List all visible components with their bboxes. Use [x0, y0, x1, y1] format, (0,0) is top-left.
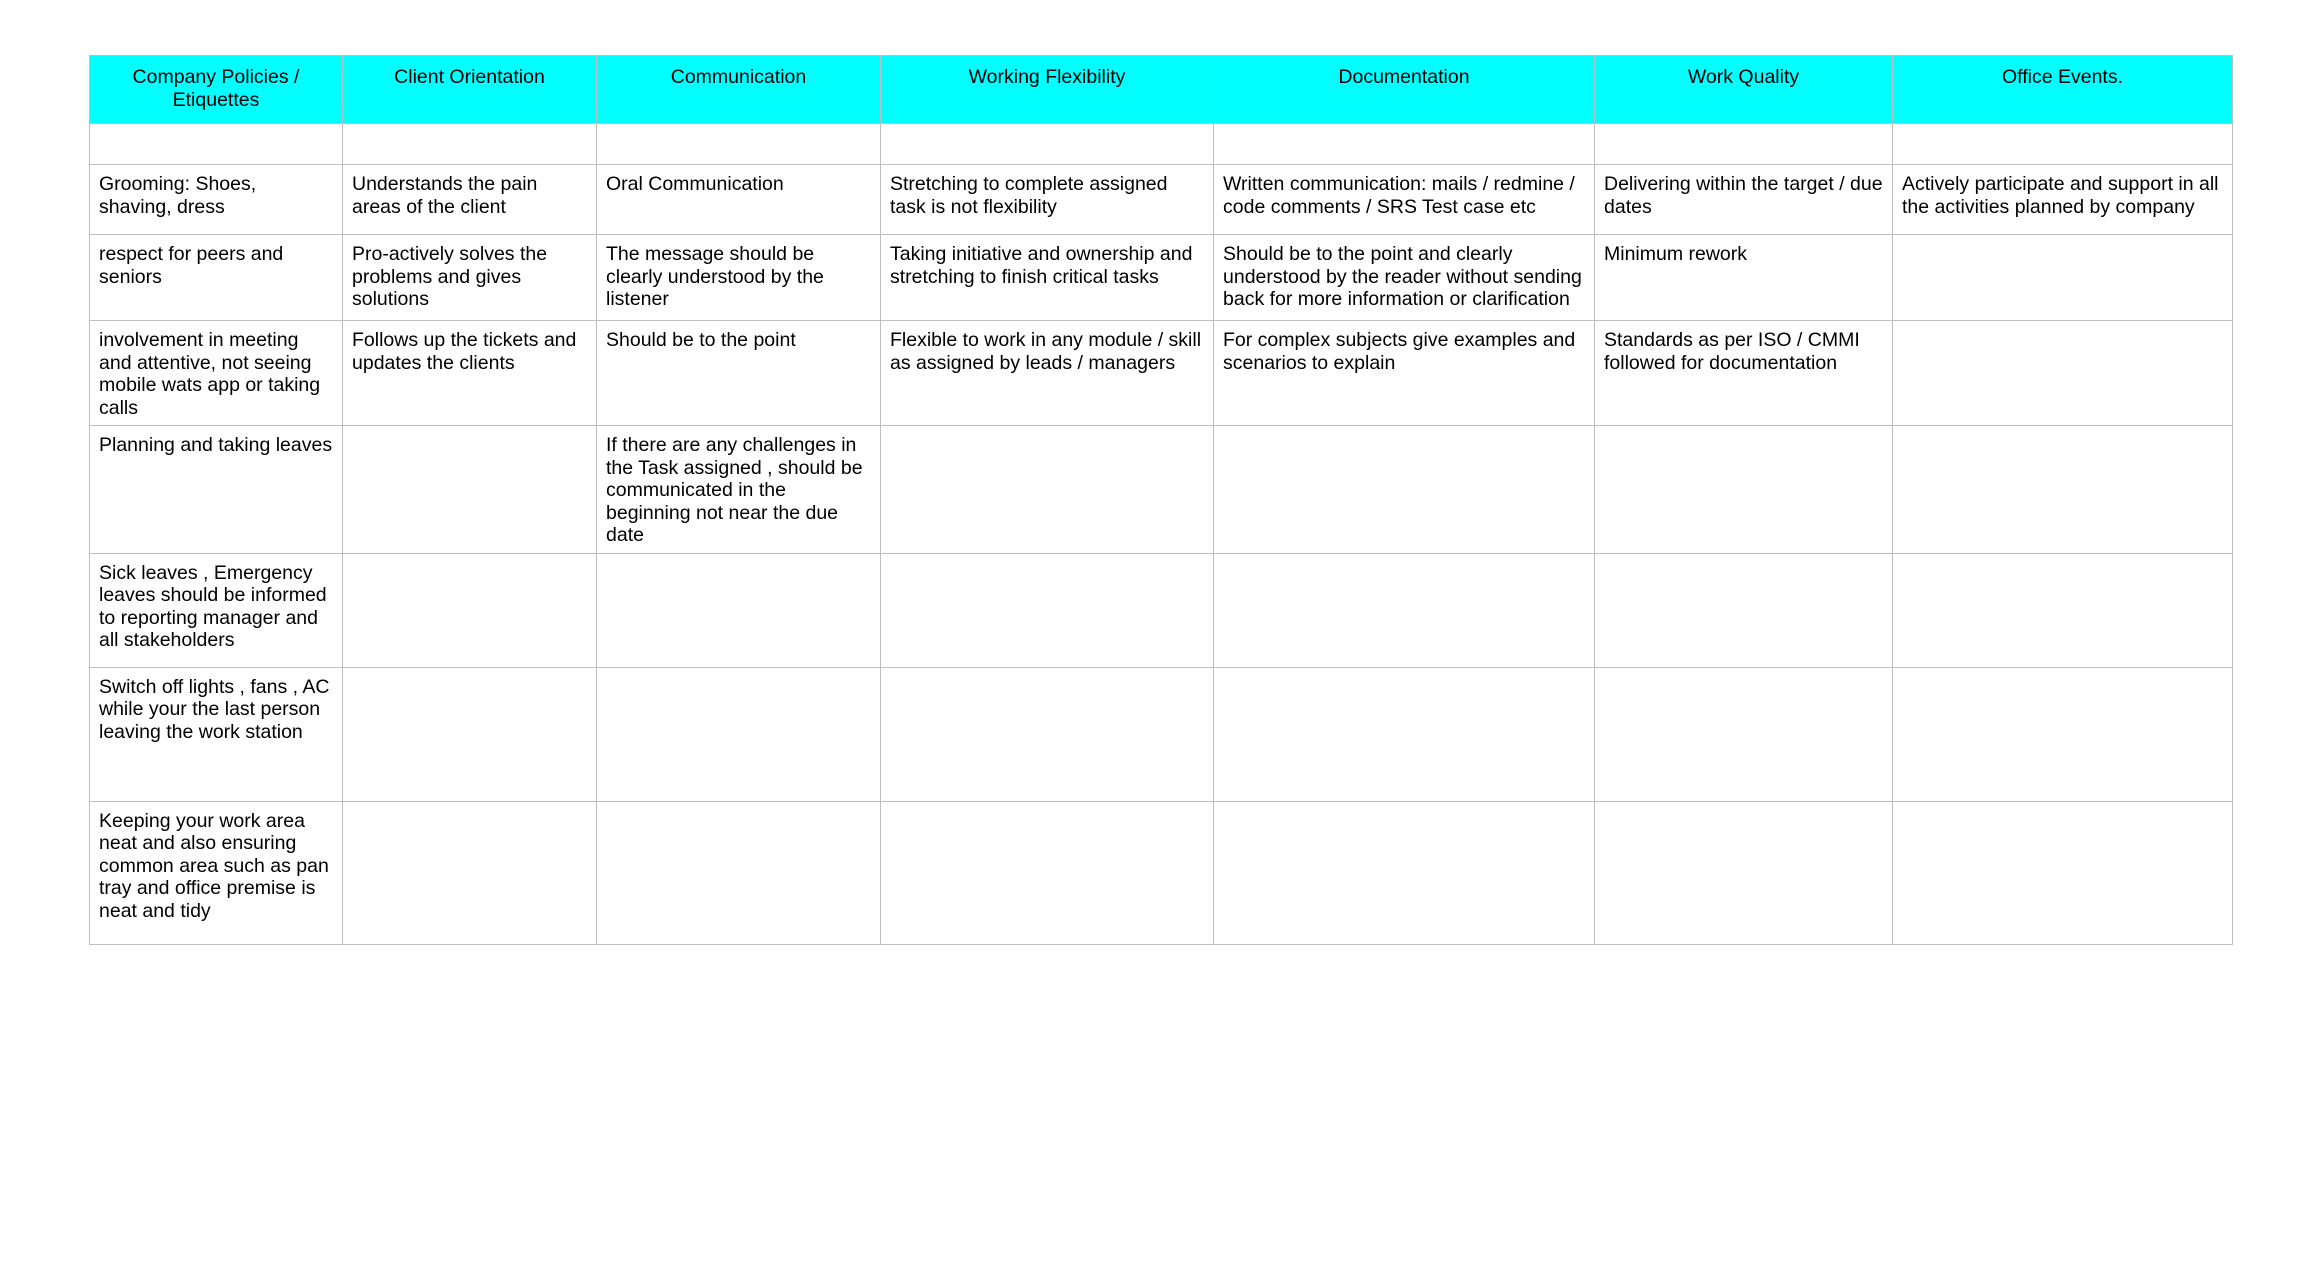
table-cell: Written communication: mails / redmine / code comments / SRS Test case etc: [1214, 165, 1595, 235]
table-cell: Taking initiative and ownership and stretching to finish critical tasks: [881, 235, 1214, 321]
table-cell: Stretching to complete assigned task is not flexibility: [881, 165, 1214, 235]
header-client-orientation: Client Orientation: [343, 56, 597, 124]
table-cell: [1893, 553, 2233, 667]
table-cell: [1893, 667, 2233, 801]
table-cell: [1595, 124, 1893, 165]
table-cell: respect for peers and seniors: [90, 235, 343, 321]
table-cell: Switch off lights , fans , AC while your the last person leaving the work station: [90, 667, 343, 801]
table-row: [90, 124, 2233, 165]
table-cell: The message should be clearly understood by the listener: [597, 235, 881, 321]
table-cell: [343, 124, 597, 165]
table-cell: Understands the pain areas of the client: [343, 165, 597, 235]
table-cell: Delivering within the target / due dates: [1595, 165, 1893, 235]
header-row: [90, 56, 2233, 124]
header-working-flexibility: Working Flexibility: [881, 56, 1214, 124]
table-cell: [1893, 124, 2233, 165]
table-cell: [881, 124, 1214, 165]
table-cell: [1214, 553, 1595, 667]
table-cell: Flexible to work in any module / skill as assigned by leads / managers: [881, 321, 1214, 426]
header-work-quality: Work Quality: [1595, 56, 1893, 124]
table-cell: Grooming: Shoes, shaving, dress: [90, 165, 343, 235]
table-row: [90, 667, 2233, 801]
header-communication: Communication: [597, 56, 881, 124]
table-cell: [343, 553, 597, 667]
table-cell: [1595, 426, 1893, 554]
policies-table: [89, 55, 2233, 945]
table-cell: involvement in meeting and attentive, not seeing mobile wats app or taking calls: [90, 321, 343, 426]
table-cell: Keeping your work area neat and also ensuring common area such as pan tray and office premise is neat and tidy: [90, 801, 343, 944]
table-cell: [1595, 801, 1893, 944]
table-cell: [1595, 667, 1893, 801]
table-cell: Planning and taking leaves: [90, 426, 343, 554]
table-cell: [597, 553, 881, 667]
table-cell: [1893, 426, 2233, 554]
table-cell: Standards as per ISO / CMMI followed for documentation: [1595, 321, 1893, 426]
table-row: [90, 801, 2233, 944]
table-cell: [343, 667, 597, 801]
table-cell: Pro-actively solves the problems and gives solutions: [343, 235, 597, 321]
table-cell: [881, 426, 1214, 554]
table-row: [90, 235, 2233, 321]
table-row: [90, 321, 2233, 426]
table-cell: [881, 667, 1214, 801]
table-cell: If there are any challenges in the Task assigned , should be communicated in the beginning not near the due date: [597, 426, 881, 554]
table-cell: Actively participate and support in all the activities planned by company: [1893, 165, 2233, 235]
table-cell: [343, 426, 597, 554]
table-cell: [881, 553, 1214, 667]
table-cell: [1214, 426, 1595, 554]
table-cell: For complex subjects give examples and scenarios to explain: [1214, 321, 1595, 426]
table-cell: Minimum rework: [1595, 235, 1893, 321]
table-cell: Should be to the point: [597, 321, 881, 426]
table-cell: [1214, 667, 1595, 801]
table-cell: [1214, 124, 1595, 165]
table-cell: [90, 124, 343, 165]
header-company-policies: Company Policies / Etiquettes: [90, 56, 343, 124]
table-cell: [1893, 321, 2233, 426]
table-cell: [343, 801, 597, 944]
table-row: [90, 426, 2233, 554]
table-cell: [1893, 235, 2233, 321]
table-cell: [597, 667, 881, 801]
table-cell: Follows up the tickets and updates the clients: [343, 321, 597, 426]
header-office-events: Office Events.: [1893, 56, 2233, 124]
table-cell: [597, 124, 881, 165]
table-cell: [597, 801, 881, 944]
table-cell: [881, 801, 1214, 944]
table-cell: Sick leaves , Emergency leaves should be informed to reporting manager and all stakeholders: [90, 553, 343, 667]
table-cell: Should be to the point and clearly understood by the reader without sending back for more information or clarification: [1214, 235, 1595, 321]
header-documentation: Documentation: [1214, 56, 1595, 124]
table-cell: [1214, 801, 1595, 944]
table-cell: [1893, 801, 2233, 944]
table-row: [90, 553, 2233, 667]
table-cell: [1595, 553, 1893, 667]
table-cell: Oral Communication: [597, 165, 881, 235]
policy-sheet: [89, 55, 2232, 945]
table-row: [90, 165, 2233, 235]
